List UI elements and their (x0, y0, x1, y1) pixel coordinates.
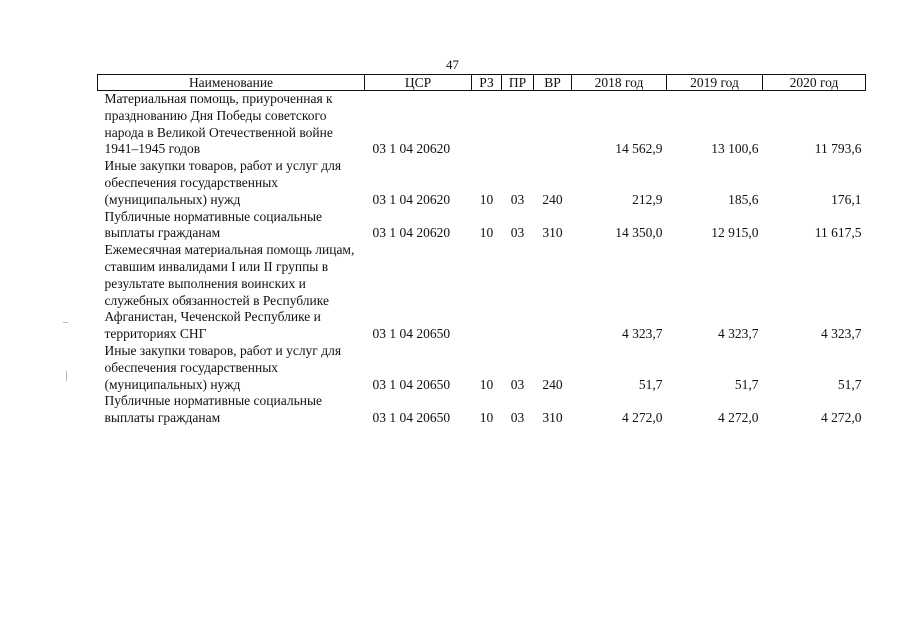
row-2020: 176,1 (831, 191, 862, 207)
page-number: 47 (446, 57, 459, 72)
table-row (98, 91, 866, 159)
row-2018: 51,7 (638, 376, 663, 392)
table-row (98, 242, 866, 343)
row-2019: 12 915,0 (711, 225, 759, 241)
row-2020: 51,7 (837, 376, 862, 392)
row-2019: 185,6 (728, 191, 759, 207)
row-vr (534, 91, 572, 159)
table-row (98, 393, 866, 427)
row-name: Иные закупки товаров, работ и услуг для обеспечения государственных (муниципальных) нужд (104, 158, 342, 207)
row-2020: 11 617,5 (814, 225, 862, 241)
row-name: Публичные нормативные социальные выплаты гражданам (104, 208, 323, 241)
table-row (98, 158, 866, 208)
row-2018: 4 323,7 (622, 326, 663, 342)
row-rz: 10 (479, 410, 494, 426)
row-vr: 240 (542, 376, 563, 392)
row-name: Иные закупки товаров, работ и услуг для обеспечения государственных (муниципальных) нужд (104, 342, 342, 392)
row-csr: 03 1 04 20620 (372, 141, 451, 157)
row-2019: 51,7 (734, 376, 759, 392)
row-pr: 03 (510, 225, 525, 241)
header-vr: ВР (534, 75, 572, 91)
row-pr: 03 (510, 191, 525, 207)
row-csr: 03 1 04 20620 (372, 225, 451, 241)
row-2019: 4 323,7 (718, 326, 759, 342)
margin-scan-tick (66, 371, 67, 381)
row-name: Ежемесячная материальная помощь лицам, ставшим инвалидами I или II группы в результате выполнения воинских и служебных обязанностей в Республике Афганистан, Чеченской Республике и территориях СНГ (104, 242, 355, 342)
row-2018: 14 562,9 (615, 141, 663, 157)
row-2018: 212,9 (632, 191, 663, 207)
header-2018: 2018 год (572, 75, 667, 91)
row-2020: 4 323,7 (821, 326, 862, 342)
row-vr: 310 (542, 410, 563, 426)
row-vr: 310 (542, 225, 563, 241)
table-row (98, 343, 866, 393)
header-pr: ПР (502, 75, 534, 91)
header-name: Наименование (98, 75, 365, 91)
row-rz: 10 (479, 191, 494, 207)
row-vr (534, 242, 572, 343)
row-2018: 4 272,0 (622, 410, 663, 426)
row-2018: 14 350,0 (615, 225, 663, 241)
row-pr (502, 91, 534, 159)
row-rz: 10 (479, 376, 494, 392)
row-2020: 11 793,6 (814, 141, 862, 157)
budget-table (97, 74, 866, 427)
row-csr: 03 1 04 20650 (372, 410, 451, 426)
row-csr: 03 1 04 20650 (372, 326, 451, 342)
row-pr (502, 242, 534, 343)
header-rz: РЗ (472, 75, 502, 91)
row-2019: 4 272,0 (718, 410, 759, 426)
table-row (98, 209, 866, 243)
margin-scan-mark (63, 322, 68, 323)
header-2020: 2020 год (763, 75, 866, 91)
row-rz: 10 (479, 225, 494, 241)
row-name: Публичные нормативные социальные выплаты гражданам (104, 393, 323, 426)
row-rz (472, 242, 502, 343)
row-rz (472, 91, 502, 159)
table-header-row (98, 75, 866, 91)
row-vr: 240 (542, 191, 563, 207)
row-pr: 03 (510, 376, 525, 392)
header-csr: ЦСР (365, 75, 472, 91)
row-2020: 4 272,0 (821, 410, 862, 426)
row-name: Материальная помощь, приуроченная к празднованию Дня Победы советского народа в Великой Отечественной войне 1941–1945 годов (104, 91, 333, 157)
row-2019: 13 100,6 (711, 141, 759, 157)
row-csr: 03 1 04 20620 (372, 191, 451, 207)
header-2019: 2019 год (667, 75, 763, 91)
row-csr: 03 1 04 20650 (372, 376, 451, 392)
row-pr: 03 (510, 410, 525, 426)
